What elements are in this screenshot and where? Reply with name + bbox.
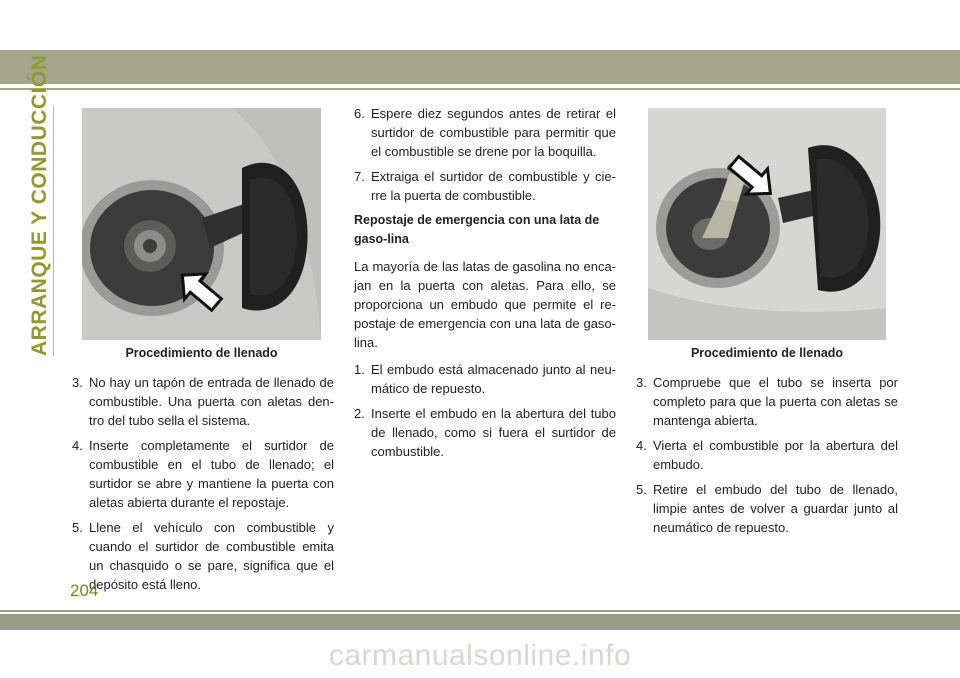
emergency-refuel-paragraph: La mayoría de las latas de gasolina no enca-jan en la puerta con aletas. Para ello, se proporciona un embudo que permite el re-postaje de emergencia con una lata de gaso-lina. xyxy=(354,259,616,350)
step-item: 3. Compruebe que el tubo se inserta por completo para que la puerta con aletas se mantenga abierta. xyxy=(636,375,898,428)
step-item: 5. Retire el embudo del tubo de llenado, limpie antes de volver a guardar junto al neumático de repuesto. xyxy=(636,482,898,535)
right-figure-caption: Procedimiento de llenado xyxy=(690,346,844,360)
emergency-refuel-heading: Repostaje de emergencia con una lata de gaso-lina xyxy=(354,213,600,246)
section-divider xyxy=(53,106,54,356)
step-item: 7. Extraiga el surtidor de combustible y cie-rre la puerta de combustible. xyxy=(354,169,616,203)
step-item: 1. El embudo está almacenado junto al neu-mático de repuesto. xyxy=(354,362,616,396)
step-item: 2. Inserte el embudo en la abertura del tubo de llenado, como si fuera el surtidor de combustible. xyxy=(354,406,616,459)
step-item: 3. No hay un tapón de entrada de llenado de combustible. Una puerta con aletas den-tro del tubo sella el sistema. xyxy=(72,375,334,428)
fuel-filler-capless-photo xyxy=(82,108,321,340)
step-item: 5. Llene el vehículo con combustible y cuando el surtidor de combustible emita un chasquido o se pare, significa que el depósito está lleno. xyxy=(72,520,334,592)
column-1 xyxy=(72,373,334,600)
step-item: 4. Vierta el combustible por la abertura del embudo. xyxy=(636,438,898,472)
step-item: 6. Espere diez segundos antes de retirar el surtidor de combustible para permitir que el combustible se drene por la boquilla. xyxy=(354,106,616,159)
section-title: ARRANQUE Y CONDUCCIÓN xyxy=(28,54,51,356)
column-2 xyxy=(354,104,616,467)
watermark: carmanualsonline.info xyxy=(328,639,632,672)
header-rule xyxy=(0,88,960,90)
column-3 xyxy=(636,373,898,543)
footer-rule xyxy=(0,610,960,612)
page-number: 204 xyxy=(70,581,99,600)
header-band xyxy=(0,50,960,84)
step-item: 4. Inserte completamente el surtidor de combustible en el tubo de llenado; el surtidor se abre y mantiene la puerta con aletas abierta durante el repostaje. xyxy=(72,438,334,510)
left-figure-caption: Procedimiento de llenado xyxy=(125,346,278,360)
footer-band xyxy=(0,614,960,630)
fuel-filler-funnel-photo xyxy=(648,108,886,340)
